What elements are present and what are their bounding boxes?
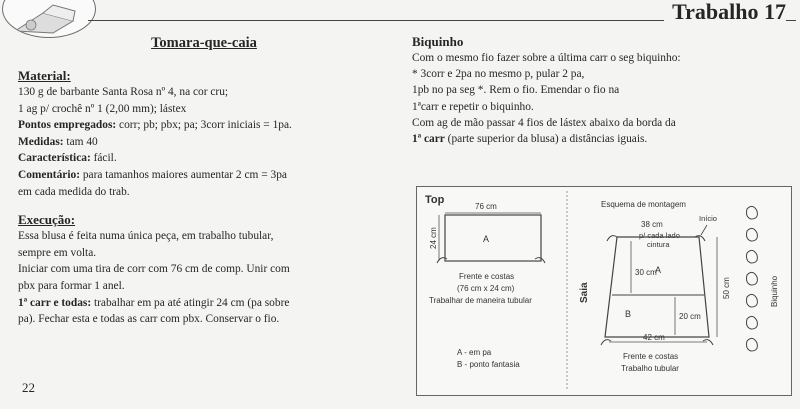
execucao-line-4: pbx para formar 1 anel. (18, 279, 125, 292)
execucao-heading: Execução: (18, 212, 76, 228)
right-column (412, 34, 790, 147)
h50-label: 50 cm (722, 277, 731, 299)
inicio-arrow-icon (701, 225, 707, 235)
pontos-label: Pontos empregados: (18, 119, 117, 132)
material-line-2: 1 ag p/ crochê nº 1 (2,00 mm); lástex (18, 102, 187, 115)
top-height-label: 24 cm (429, 227, 438, 249)
top-caption-2: (76 cm x 24 cm) (457, 284, 515, 293)
biquinho-heading: Biquinho (412, 34, 464, 49)
saia-piece-a: A (655, 265, 662, 275)
top-width-label: 76 cm (475, 202, 497, 211)
pontos-text: corr; pb; pbx; pa; 3corr iniciais = 1pa. (116, 119, 292, 132)
biquinho-line-2: * 3corr e 2pa no mesmo p, pular 2 pa, (412, 68, 585, 81)
top-curl-right-icon (535, 258, 545, 263)
biquinho-line-3: 1pb no pa seg *. Rem o fio. Emendar o fio na (412, 84, 620, 97)
top-caption-1: Frente e costas (459, 272, 515, 281)
execucao-line-1: Essa blusa é feita numa única peça, em trabalho tubular, (18, 230, 274, 243)
inicio-label: Início (699, 214, 717, 223)
comentario-line (18, 167, 390, 184)
medidas-line (18, 134, 390, 151)
saia-outline (605, 237, 709, 337)
top-caption-3: Trabalhar de maneira tubular (429, 296, 532, 305)
biquinho-line-1: Com o mesmo fio fazer sobre a última carr o seg biquinho: (412, 52, 681, 64)
yarn-logo-icon (13, 1, 83, 35)
medidas-text: tam 40 (63, 135, 98, 148)
page-number: 22 (22, 380, 35, 395)
waist-note-2: cintura (647, 240, 670, 249)
h30-label: 30 cm (635, 268, 657, 277)
saia-piece-b: B (625, 309, 632, 319)
execucao-line-3: Iniciar com uma tira de corr com 76 cm de comp. Unir com (18, 263, 290, 276)
caracteristica-line (18, 150, 390, 167)
saia-caption-1: Frente e costas (623, 352, 679, 361)
top-label: Top (425, 194, 445, 206)
legend-b: B - ponto fantasia (457, 360, 520, 369)
material-line-1: 130 g de barbante Santa Rosa nº 4, na cor cru; (18, 86, 229, 98)
esquema-label: Esquema de montagem (601, 200, 686, 209)
logo (2, 0, 96, 38)
doc-title: Tomara-que-caia (151, 35, 257, 51)
biquinho-last-label: 1ª carr (412, 133, 445, 146)
comentario-label: Comentário: (18, 168, 80, 181)
waist-label: 38 cm (641, 220, 663, 229)
h20-label: 20 cm (679, 312, 701, 321)
execucao-line-2: sempre em volta. (18, 246, 97, 259)
comentario-text: para tamanhos maiores aumentar 2 cm = 3pa (80, 168, 287, 181)
waist-curl-left-icon (607, 236, 617, 241)
left-column (18, 34, 390, 328)
biquinho-line-5: Com ag de mão passar 4 fios de lástex abaixo da borda da (412, 116, 676, 129)
material-heading: Material: (18, 68, 71, 83)
biquinho-line-6 (412, 131, 790, 147)
pattern-diagram (416, 186, 792, 396)
legend-a: A - em pa (457, 348, 492, 357)
biquinho-last-text: (parte superior da blusa) a distâncias iguais. (444, 133, 648, 146)
pontos-line (18, 117, 390, 134)
saia-label: Saia (579, 282, 590, 303)
page-label: Trabalho 17 (664, 0, 786, 25)
caracteristica-text: fácil. (90, 152, 117, 165)
medidas-label: Medidas: (18, 135, 64, 148)
biquinho-edging-icon (747, 206, 758, 351)
carr-text: trabalhar em pa até atingir 24 cm (pa sobre (91, 296, 290, 309)
carr-label: 1ª carr e todas: (18, 296, 92, 309)
carr-line-2: pa). Fechar esta e todas as carr com pbx. Conservar o fio. (18, 313, 280, 326)
carr-line (18, 295, 390, 312)
top-piece-letter: A (483, 234, 490, 244)
bottom-label: 42 cm (643, 333, 665, 342)
caracteristica-label: Característica: (18, 152, 91, 165)
saia-caption-2: Trabalho tubular (621, 364, 679, 373)
waist-note-1: p/ cada lado (639, 231, 680, 240)
biquinho-line-4: 1ªcarr e repetir o biquinho. (412, 100, 534, 113)
top-piece-rect (445, 215, 541, 261)
comentario-line-2: em cada medida do trab. (18, 185, 130, 198)
biquinho-diagram-label: Biquinho (770, 275, 779, 307)
